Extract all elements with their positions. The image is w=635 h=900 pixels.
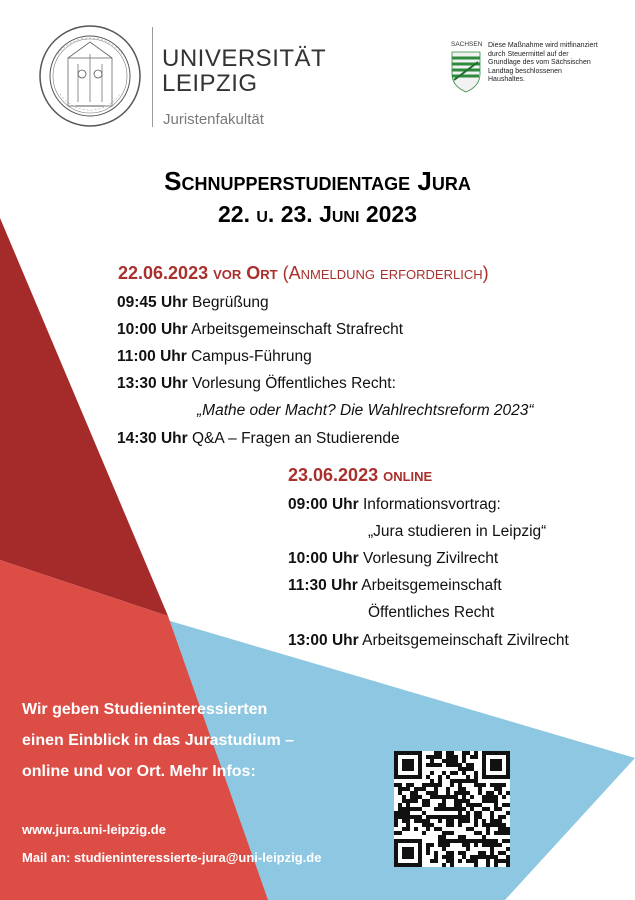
day2-heading <box>288 465 432 486</box>
university-name: UNIVERSITÄT LEIPZIG <box>162 45 327 97</box>
schedule-item: 09:00 Uhr Informationsvortrag: <box>288 496 501 513</box>
day1-date: 22.06.2023 <box>118 263 209 283</box>
faculty-name: Juristenfakultät <box>163 111 264 128</box>
schedule-item: 13:00 Uhr Arbeitsgemeinschaft Zivilrecht <box>288 632 569 649</box>
lecture-title: „Mathe oder Macht? Die Wahlrechtsreform 2023“ <box>197 402 534 419</box>
day1-mode: vor Ort <box>213 263 278 283</box>
talk-title: „Jura studieren in Leipzig“ <box>368 523 547 540</box>
ag-continuation: Öffentliches Recht <box>368 604 495 621</box>
sachsen-coat-of-arms-icon <box>450 50 482 94</box>
website-link[interactable]: www.jura.uni-leipzig.de <box>22 822 166 837</box>
schedule-item: 14:30 Uhr Q&A – Fragen an Studierende <box>117 430 400 447</box>
header-divider <box>152 27 153 127</box>
schedule-item: 10:00 Uhr Arbeitsgemeinschaft Strafrecht <box>117 321 404 338</box>
day2-date: 23.06.2023 <box>288 465 379 485</box>
day2-mode: online <box>383 465 433 485</box>
day1-heading <box>118 263 489 284</box>
page-subtitle: 22. u. 23. Juni 2023 <box>218 201 417 227</box>
funding-notice: Diese Maßnahme wird mitfinanziert durch Steuermittel auf der Grundlage des vom Sächsischen Landtag beschlossenen Haushaltes. <box>488 42 598 83</box>
university-seal-icon <box>38 24 142 128</box>
schedule-item: 11:30 Uhr Arbeitsgemeinschaft <box>288 577 502 594</box>
schedule-item: 11:00 Uhr Campus-Führung <box>117 348 312 365</box>
page-title: Schnupperstudientage Jura <box>164 166 471 196</box>
schedule-item: 09:45 Uhr Begrüßung <box>117 294 269 311</box>
schedule-item: 13:30 Uhr Vorlesung Öffentliches Recht: <box>117 375 396 392</box>
schedule-item: 10:00 Uhr Vorlesung Zivilrecht <box>288 550 499 567</box>
intro-text: Wir geben Studieninteressierten einen Einblick in das Jurastudium – online und vor Ort. Mehr Infos: <box>22 701 295 780</box>
qr-code-icon[interactable] <box>394 751 510 867</box>
sachsen-label: SACHSEN <box>451 41 483 48</box>
day1-note: (Anmeldung erforderlich) <box>282 263 489 283</box>
mail-link[interactable]: Mail an: studieninteressierte-jura@uni-leipzig.de <box>22 850 322 865</box>
